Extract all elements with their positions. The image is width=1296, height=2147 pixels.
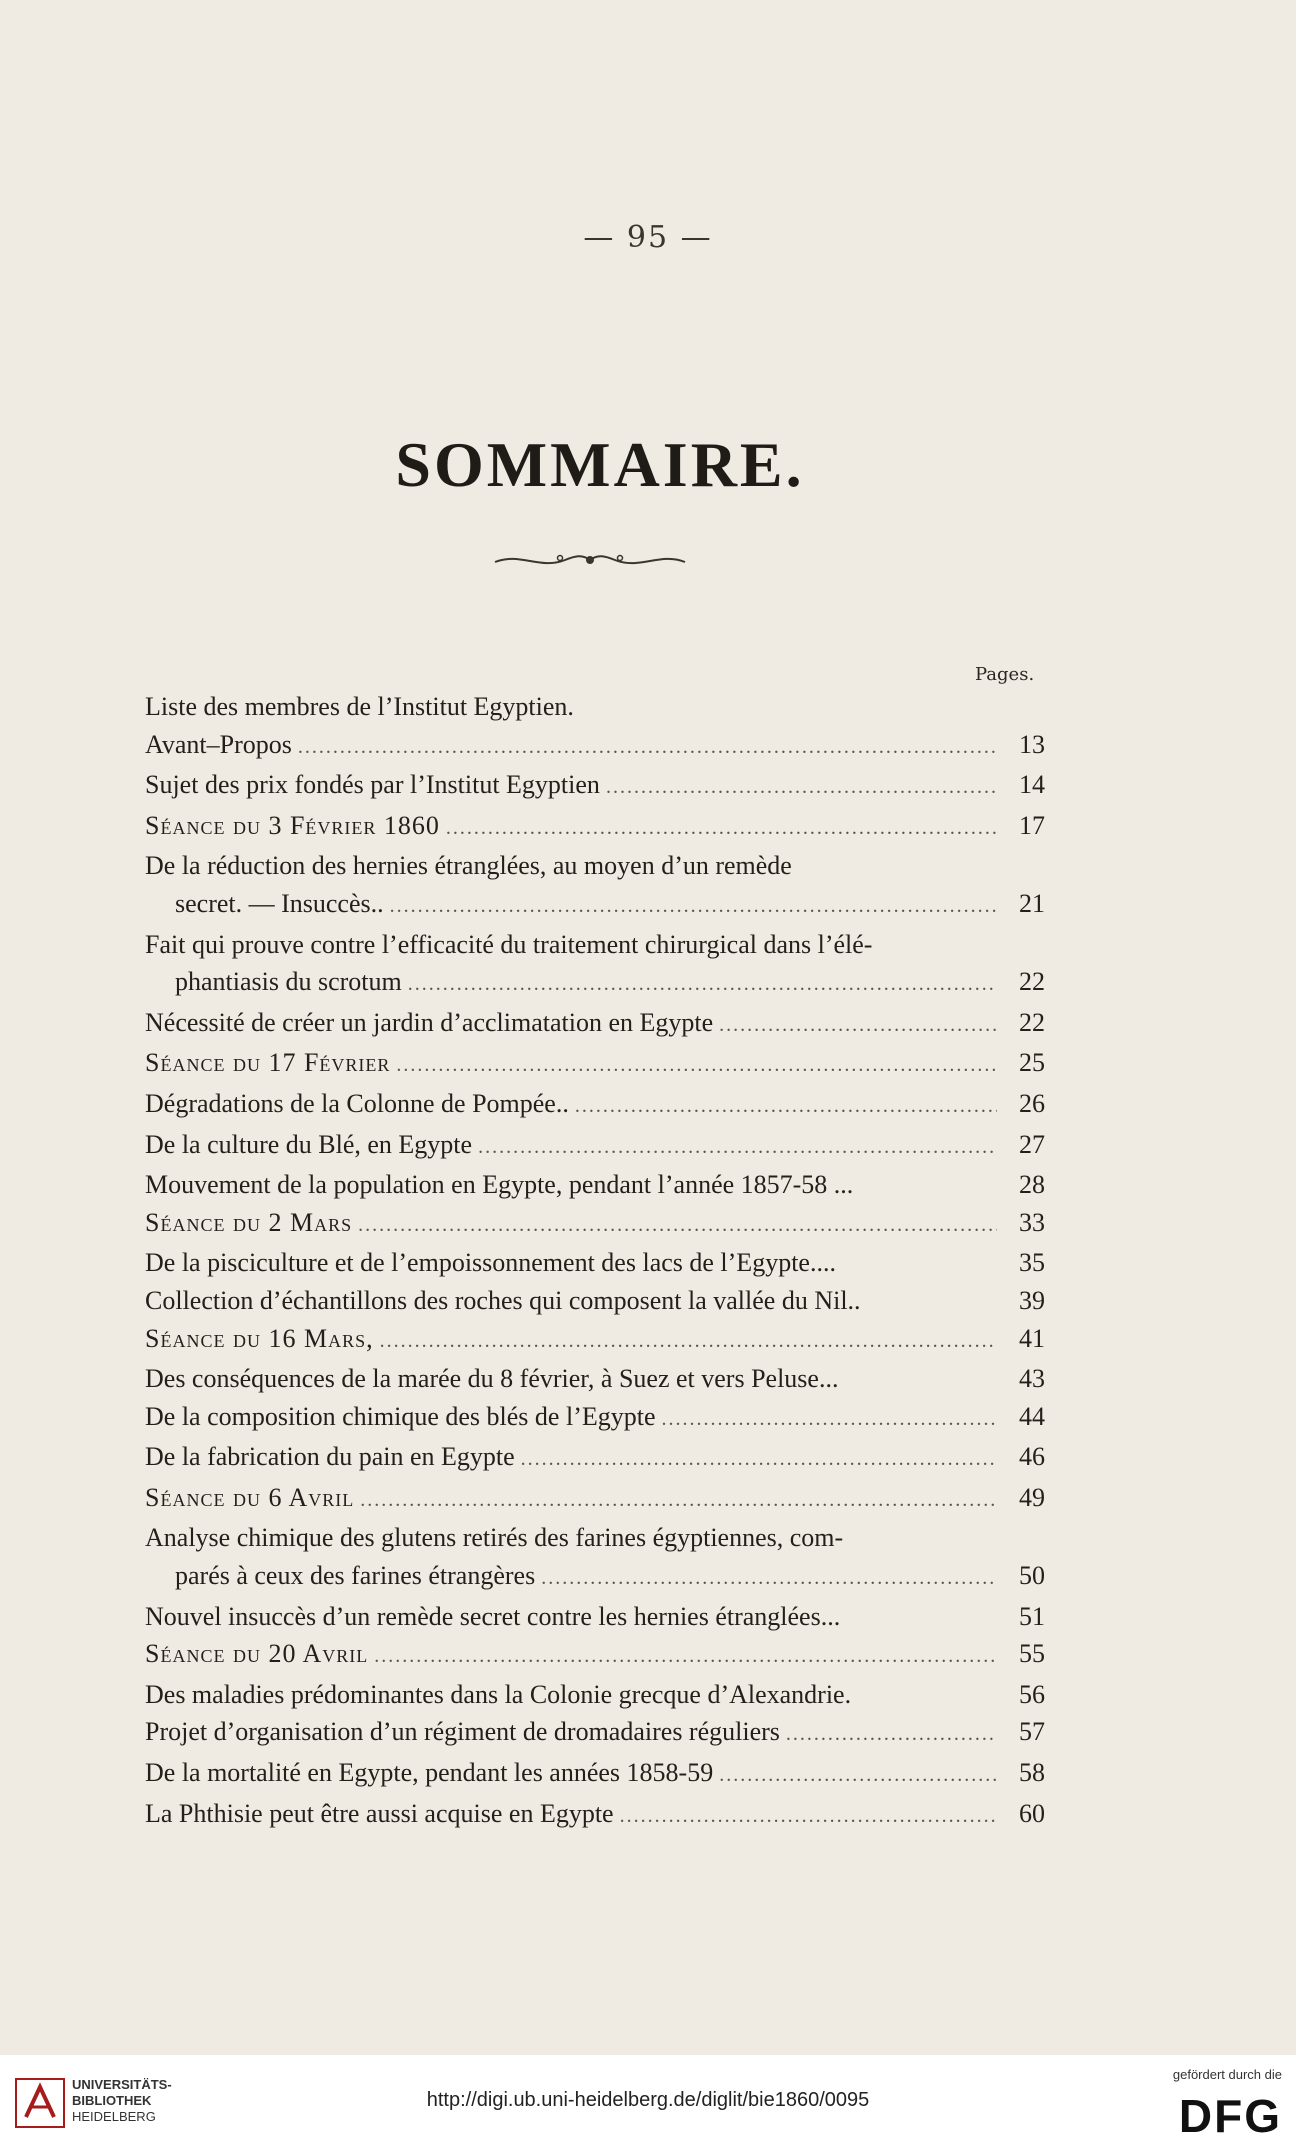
toc-entry bbox=[145, 1126, 1045, 1167]
toc-entry-title: De la pisciculture et de l’empoissonnement des lacs de l’Egypte.... bbox=[145, 1248, 836, 1278]
toc-entry bbox=[145, 1598, 1045, 1636]
toc-entry-page: 46 bbox=[1019, 1442, 1045, 1472]
toc-entry-page: 27 bbox=[1019, 1129, 1045, 1159]
pages-column-header: Pages. bbox=[975, 664, 1035, 685]
toc-entry-title: De la fabrication du pain en Egypte bbox=[145, 1442, 515, 1472]
toc-entry-page: 55 bbox=[1019, 1639, 1045, 1669]
dot-leader bbox=[719, 1757, 997, 1795]
toc-entry-title: Séance du 2 Mars bbox=[145, 1207, 353, 1237]
toc-entry bbox=[145, 1479, 1045, 1520]
page-title: SOMMAIRE. bbox=[395, 429, 805, 500]
toc-entry-title: Séance du 17 Février bbox=[145, 1048, 391, 1078]
dot-leader bbox=[298, 729, 997, 767]
dot-leader bbox=[390, 888, 997, 926]
toc-entry-title: De la mortalité en Egypte, pendant les années 1858-59 bbox=[145, 1758, 714, 1788]
toc-entry bbox=[145, 1676, 1045, 1714]
toc-entry-title: Des conséquences de la marée du 8 février, à Suez et vers Peluse... bbox=[145, 1364, 839, 1394]
dot-leader bbox=[541, 1560, 997, 1598]
toc-entry-page: 21 bbox=[1019, 888, 1045, 918]
dot-leader bbox=[786, 1716, 997, 1754]
toc-entry bbox=[145, 963, 1045, 1004]
dot-leader bbox=[446, 810, 997, 848]
toc-entry bbox=[145, 1282, 1045, 1320]
toc-entry bbox=[145, 926, 1045, 964]
toc-entry-title: La Phthisie peut être aussi acquise en Egypte bbox=[145, 1798, 614, 1828]
toc-entry-page: 14 bbox=[1019, 770, 1045, 800]
toc-entry bbox=[145, 766, 1045, 807]
toc-entry bbox=[145, 1360, 1045, 1398]
toc-entry bbox=[145, 1004, 1045, 1045]
toc-entry-page: 28 bbox=[1019, 1170, 1045, 1200]
toc-entry-page: 60 bbox=[1019, 1798, 1045, 1828]
toc-entry bbox=[145, 885, 1045, 926]
dot-leader bbox=[662, 1401, 998, 1439]
toc-entry-title: Séance du 3 Février 1860 bbox=[145, 810, 440, 840]
toc-entry bbox=[145, 1754, 1045, 1795]
toc-entry-title: Séance du 6 Avril bbox=[145, 1482, 355, 1512]
toc-entry-title: Séance du 20 Avril bbox=[145, 1639, 369, 1669]
toc-entry-page: 57 bbox=[1019, 1717, 1045, 1747]
toc-entry bbox=[145, 1795, 1045, 1836]
dfg-logo: DFG bbox=[1178, 2090, 1282, 2142]
dot-leader bbox=[606, 769, 997, 807]
university-name-line: BIBLIOTHEK bbox=[72, 2093, 152, 2108]
toc-entry-title: phantiasis du scrotum bbox=[175, 967, 402, 997]
dot-leader bbox=[408, 966, 997, 1004]
dot-leader bbox=[620, 1798, 997, 1836]
toc-entry-title: Des maladies prédominantes dans la Colonie grecque d’Alexandrie. bbox=[145, 1679, 852, 1709]
source-url[interactable]: http://digi.ub.uni-heidelberg.de/diglit/bie1860/0095 bbox=[426, 2089, 870, 2111]
toc-entry-title: Sujet des prix fondés par l’Institut Egyptien bbox=[145, 770, 600, 800]
toc-entry-title: Analyse chimique des glutens retirés des farines égyptiennes, com- bbox=[145, 1523, 844, 1553]
dot-leader bbox=[360, 1482, 997, 1520]
toc-entry-title: Nouvel insuccès d’un remède secret contre les hernies étranglées... bbox=[145, 1601, 841, 1631]
toc-entry-title: De la culture du Blé, en Egypte bbox=[145, 1129, 473, 1159]
toc-entry-page: 17 bbox=[1019, 810, 1045, 840]
table-of-contents bbox=[145, 688, 1045, 1835]
toc-entry-title: Nécessité de créer un jardin d’acclimatation en Egypte bbox=[145, 1007, 714, 1037]
toc-entry-title: secret. — Insuccès.. bbox=[175, 888, 384, 918]
toc-entry-title: Dégradations de la Colonne de Pompée.. bbox=[145, 1088, 569, 1118]
toc-entry bbox=[145, 807, 1045, 848]
toc-entry bbox=[145, 1557, 1045, 1598]
toc-entry bbox=[145, 688, 1045, 726]
toc-entry bbox=[145, 1085, 1045, 1126]
university-name-line: HEIDELBERG bbox=[72, 2109, 156, 2124]
ornament-divider-icon bbox=[490, 548, 690, 572]
toc-entry-title: parés à ceux des farines étrangères bbox=[175, 1561, 536, 1591]
toc-entry-title: Collection d’échantillons des roches qui composent la vallée du Nil.. bbox=[145, 1285, 861, 1315]
dot-leader bbox=[478, 1129, 997, 1167]
toc-entry-page: 13 bbox=[1019, 729, 1045, 759]
toc-entry-title: Projet d’organisation d’un régiment de dromadaires réguliers bbox=[145, 1717, 780, 1747]
toc-entry-page: 22 bbox=[1019, 967, 1045, 997]
toc-entry-page: 51 bbox=[1019, 1601, 1045, 1631]
toc-entry bbox=[145, 1204, 1045, 1245]
toc-entry bbox=[145, 1044, 1045, 1085]
toc-entry bbox=[145, 1519, 1045, 1557]
toc-entry bbox=[145, 1244, 1045, 1282]
toc-entry-page: 44 bbox=[1019, 1401, 1045, 1431]
dot-leader bbox=[380, 1323, 997, 1361]
toc-entry-page: 56 bbox=[1019, 1679, 1045, 1709]
toc-entry bbox=[145, 726, 1045, 767]
dot-leader bbox=[396, 1047, 997, 1085]
toc-entry-page: 35 bbox=[1019, 1248, 1045, 1278]
toc-entry-page: 43 bbox=[1019, 1364, 1045, 1394]
toc-entry bbox=[145, 1713, 1045, 1754]
dot-leader bbox=[521, 1441, 997, 1479]
toc-entry bbox=[145, 847, 1045, 885]
toc-entry bbox=[145, 1635, 1045, 1676]
funded-by-label: gefördert durch die bbox=[1172, 2067, 1282, 2082]
toc-entry-title: De la réduction des hernies étranglées, au moyen d’un remède bbox=[145, 851, 792, 881]
dot-leader bbox=[719, 1007, 997, 1045]
toc-entry bbox=[145, 1438, 1045, 1479]
toc-entry-title: Séance du 16 Mars, bbox=[145, 1323, 374, 1353]
toc-entry-page: 58 bbox=[1019, 1758, 1045, 1788]
toc-entry-title: Mouvement de la population en Egypte, pendant l’année 1857-58 ... bbox=[145, 1170, 854, 1200]
dot-leader bbox=[575, 1088, 997, 1126]
toc-entry-title: De la composition chimique des blés de l’Egypte bbox=[145, 1401, 656, 1431]
university-name-line: UNIVERSITÄTS- bbox=[72, 2077, 172, 2092]
dot-leader bbox=[358, 1207, 997, 1245]
dot-leader bbox=[374, 1638, 997, 1676]
toc-entry-title: Avant–Propos bbox=[145, 729, 292, 759]
toc-entry-page: 50 bbox=[1019, 1561, 1045, 1591]
toc-entry-page: 26 bbox=[1019, 1088, 1045, 1118]
toc-entry-page: 41 bbox=[1019, 1323, 1045, 1353]
toc-entry-page: 25 bbox=[1019, 1048, 1045, 1078]
toc-entry bbox=[145, 1320, 1045, 1361]
toc-entry-title: Liste des membres de l’Institut Egyptien. bbox=[145, 692, 574, 721]
toc-entry-page: 49 bbox=[1019, 1482, 1045, 1512]
toc-entry-page: 39 bbox=[1019, 1285, 1045, 1315]
toc-entry-page: 22 bbox=[1019, 1007, 1045, 1037]
footer-bar bbox=[0, 2055, 1296, 2147]
toc-entry bbox=[145, 1166, 1045, 1204]
page-number: — 95 — bbox=[583, 220, 713, 255]
toc-entry-page: 33 bbox=[1019, 1207, 1045, 1237]
toc-entry-title: Fait qui prouve contre l’efficacité du traitement chirurgical dans l’élé- bbox=[145, 929, 873, 959]
toc-entry bbox=[145, 1398, 1045, 1439]
